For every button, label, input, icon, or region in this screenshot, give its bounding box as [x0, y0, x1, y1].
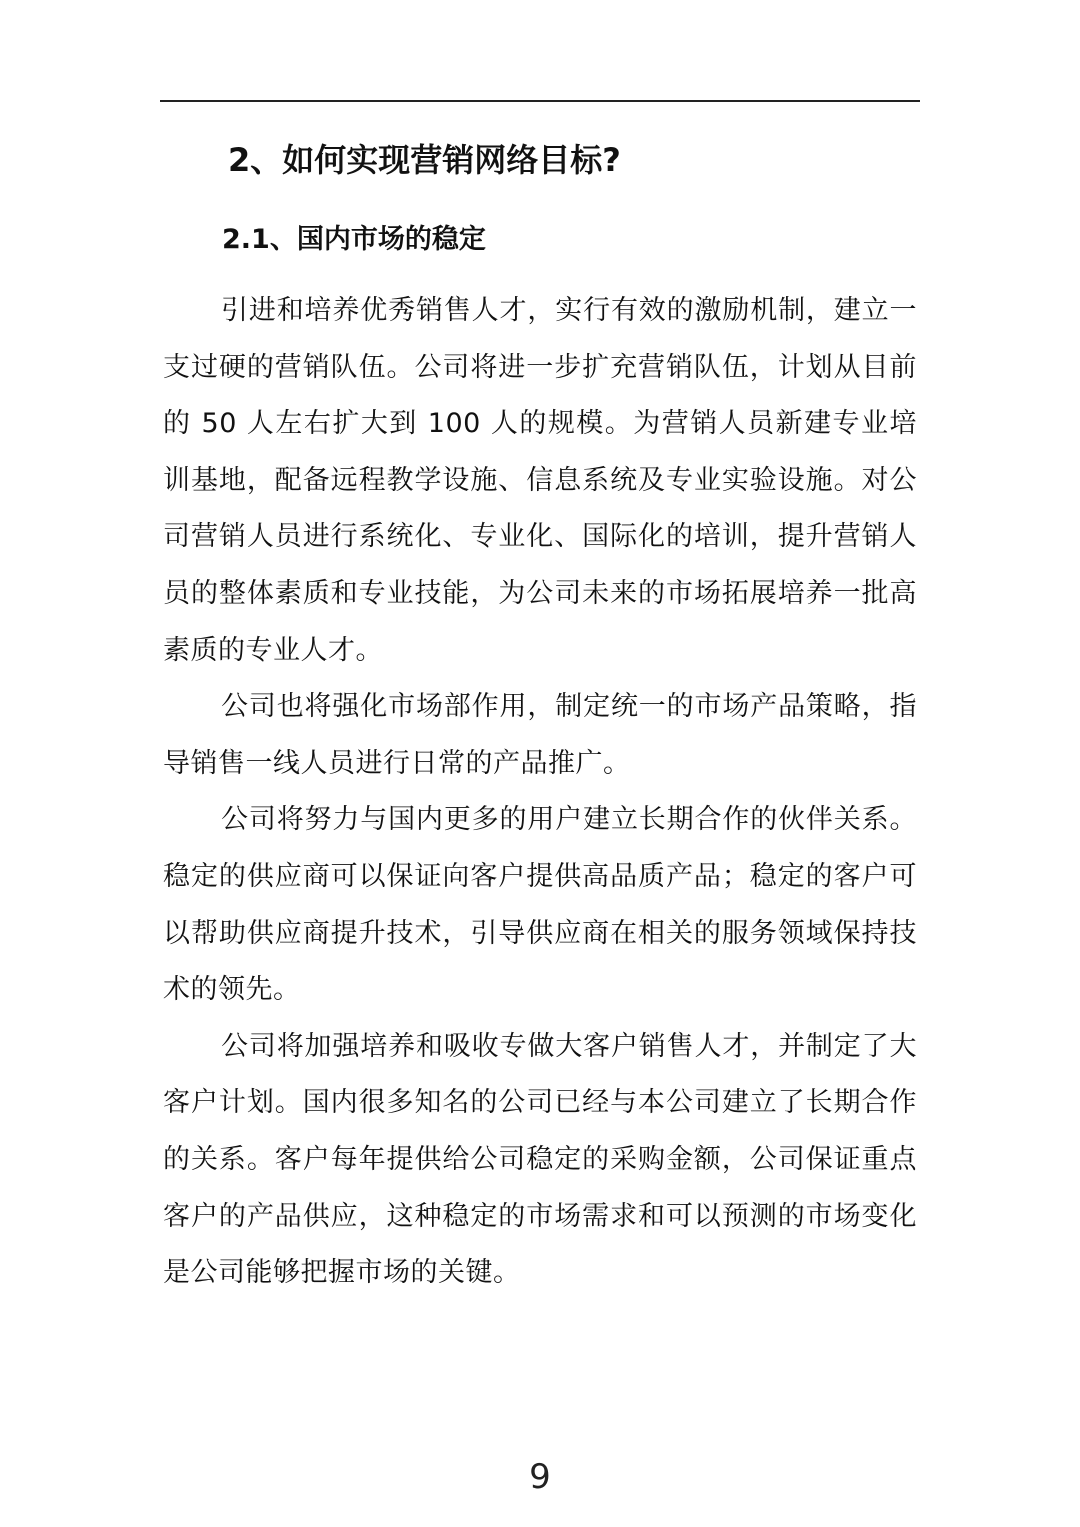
page-number: 9: [529, 1457, 551, 1497]
subsection-title: 2.1、国内市场的稳定: [222, 224, 486, 255]
section-title: 2、如何实现营销网络目标?: [228, 141, 621, 179]
paragraph-key-accounts: 公司将加强培养和吸收专做大客户销售人才，并制定了大客户计划。国内很多知名的公司已经与本公司建立了长期合作的关系。客户每年提供给公司稳定的采购金额，公司保证重点客户的产品供应，这种稳定的市场需求和可以预测的市场变化是公司能够把握市场的关键。: [163, 1030, 917, 1289]
body-text: [163, 283, 917, 1302]
paragraph-partnerships: 公司将努力与国内更多的用户建立长期合作的伙伴关系。稳定的供应商可以保证向客户提供高品质产品；稳定的客户可以帮助供应商提升技术，引导供应商在相关的服务领域保持技术的领先。: [163, 804, 917, 1006]
paragraph-marketing-department: 公司也将强化市场部作用，制定统一的市场产品策略，指导销售一线人员进行日常的产品推广。: [163, 691, 917, 779]
paragraph-sales-team: 引进和培养优秀销售人才，实行有效的激励机制，建立一支过硬的营销队伍。公司将进一步扩充营销队伍，计划从目前的 50 人左右扩大到 100 人的规模。为营销人员新建专业培训基地，配备远程教学设施、信息系统及专业实验设施。对公司营销人员进行系统化、专业化、国际化的培训，提升营销人员的整体素质和专业技能，为公司未来的市场拓展培养一批高素质的专业人才。: [163, 295, 917, 666]
header-divider: [160, 100, 920, 102]
